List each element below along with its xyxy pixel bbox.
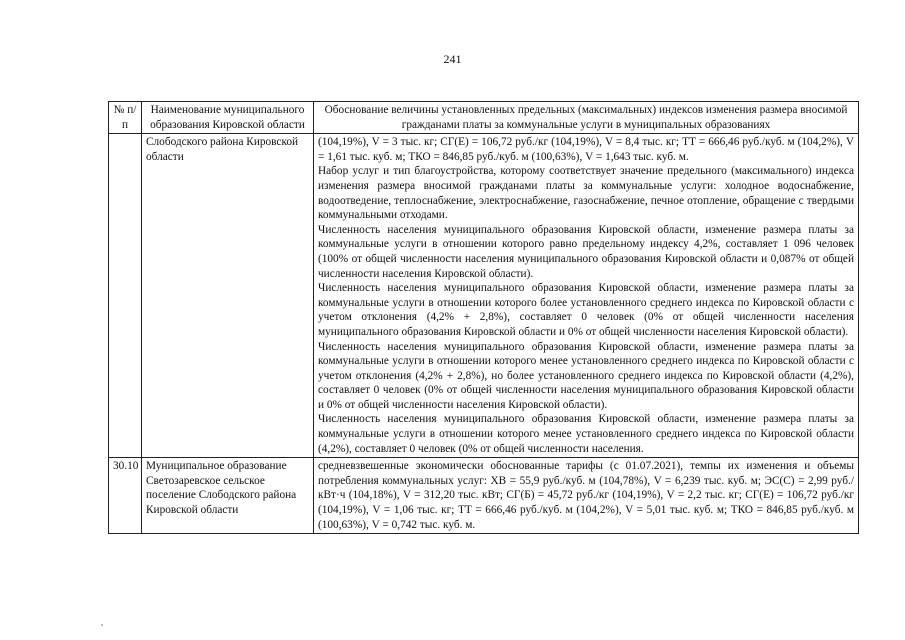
row-number [109, 134, 142, 458]
row-municipality: Слободского района Кировской области [142, 134, 314, 458]
header-municipality: Наименование муниципального образования Кировской области [142, 102, 314, 134]
table-header-row [109, 102, 859, 134]
justification-paragraph: Набор услуг и тип благоустройства, которому соответствует значение предельного (максимального) индекса изменения размера вносимой гражданами платы за коммунальные услуги: холодное водоснабжение, водоотведение, теплоснабжение, электроснабжение, газоснабжение, печное отопление, обращение с твердыми коммунальными отходами. [318, 165, 854, 222]
page-number: 241 [443, 52, 462, 66]
row-justification [314, 134, 859, 458]
scan-speck [101, 624, 103, 626]
row-municipality: Муниципальное образование Светозаревское сельское поселение Слободского района Кировской области [142, 458, 314, 534]
justification-paragraph: Численность населения муниципального образования Кировской области, изменение размера платы за коммунальные услуги в отношении которого равно предельному индексу 4,2%, составляет 1 096 человек (100% от общей численности населения муниципального образования Кировской области и 0,087% от общей численности населения Кировской области). [318, 223, 854, 280]
tariff-table [108, 101, 859, 534]
justification-paragraph: (104,19%), V = 3 тыс. кг; СГ(Е) = 106,72 руб./кг (104,19%), V = 8,4 тыс. кг; ТТ = 666,46 руб./куб. м (104,2%), V = 1,61 тыс. куб. м; ТКО = 846,85 руб./куб. м (100,63%), V = 1,643 тыс. куб. м. [318, 136, 854, 163]
justification-paragraph: Численность населения муниципального образования Кировской области, изменение размера платы за коммунальные услуги в отношении которого менее установленного среднего индекса по Кировской области с учетом отклонения (4,2% + 2,8%), но более установленного среднего индекса по Кировской области (4,2%), составляет 0 человек (0% от общей численности населения муниципального образования Кировской области и 0% от общей численности населения Кировской области). [318, 340, 854, 411]
header-justification: Обоснование величины установленных предельных (максимальных) индексов изменения размера вносимой гражданами платы за коммунальные услуги в муниципальных образованиях [314, 102, 859, 134]
row-number: 30.10 [109, 458, 142, 534]
row-justification: средневзвешенные экономически обоснованные тарифы (с 01.07.2021), темпы их изменения и объемы потребления коммунальных услуг: ХВ = 55,9 руб./куб. м (104,78%), V = 6,239 тыс. куб. м; ЭС(С) = 2,99 руб./кВт·ч (104,18%), V = 312,20 тыс. кВт; СГ(Б) = 45,72 руб./кг (104,19%), V = 2,2 тыс. кг; СГ(Е) = 106,72 руб./кг (104,19%), V = 1,06 тыс. кг; ТТ = 666,46 руб./куб. м (104,2%), V = 5,01 тыс. куб. м; ТКО = 846,85 руб./куб. м (100,63%), V = 0,742 тыс. куб. м. [314, 458, 859, 534]
table-row [109, 458, 859, 534]
justification-paragraph: Численность населения муниципального образования Кировской области, изменение размера платы за коммунальные услуги в отношении которого более установленного среднего индекса по Кировской области с учетом отклонения (4,2% + 2,8%), составляет 0 человек (0% от общей численности населения муниципального образования Кировской области и 0% от общей численности населения Кировской области). [318, 282, 854, 338]
table-row [109, 134, 859, 458]
justification-paragraph: Численность населения муниципального образования Кировской области, изменение размера платы за коммунальные услуги в отношении которого менее установленного среднего индекса по Кировской области (4,2%), составляет 0 человек (0% от общей численности населения. [318, 413, 854, 455]
header-number: № п/п [109, 102, 142, 134]
